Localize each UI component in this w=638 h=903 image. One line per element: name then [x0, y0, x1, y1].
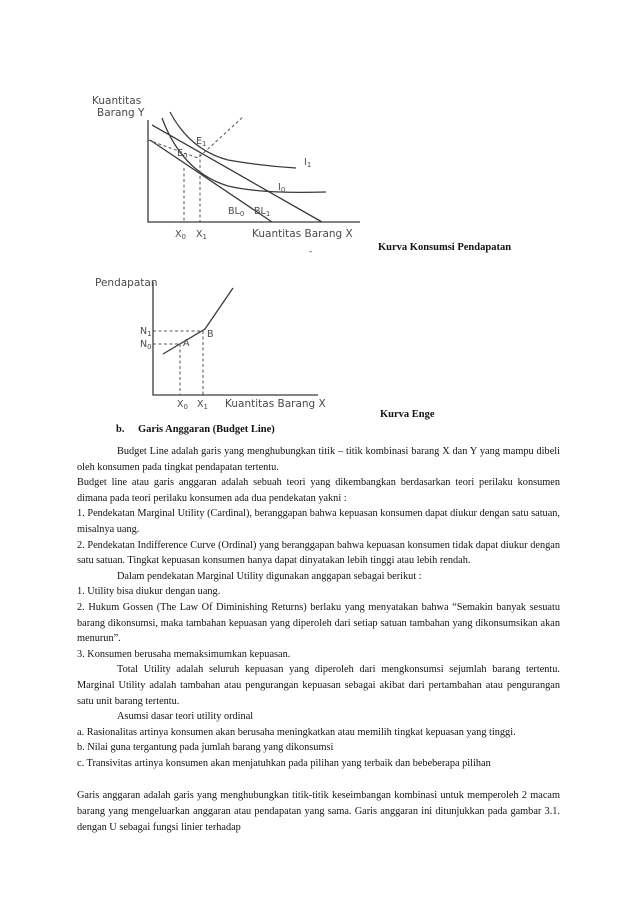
tick-n0-sub: 0 — [147, 343, 152, 351]
x-axis-label: Kuantitas Barang X — [252, 228, 353, 240]
svg-text:E0 — [177, 148, 187, 160]
figure1-caption: Kurva Konsumsi Pendapatan — [378, 242, 512, 253]
label-e1-sub: 1 — [202, 140, 207, 148]
tick-x1-sub: 1 — [202, 233, 207, 241]
tick-x0: X — [175, 229, 182, 240]
svg-text:BL0 — [228, 206, 244, 218]
tick-x1: X — [196, 229, 203, 240]
section-title: Garis Anggaran (Budget Line) — [138, 424, 275, 435]
label-i1-sub: 1 — [306, 161, 312, 169]
income-consumption-figure — [0, 0, 638, 260]
section-letter: b. — [116, 424, 125, 435]
label-bl1: BL — [254, 206, 266, 217]
y-axis-label-line2: Barang Y — [97, 107, 145, 119]
label-i0: I — [278, 182, 281, 193]
svg-text:I0 — [278, 182, 285, 194]
tick-n0: N — [140, 339, 148, 350]
label-b: B — [207, 329, 214, 340]
tick-n1-sub: 1 — [147, 330, 152, 338]
y-axis-label-line1: Kuantitas — [92, 95, 142, 107]
label-e0: E — [177, 148, 184, 159]
svg-text:I1 — [304, 157, 311, 169]
dash-mark: - — [309, 247, 313, 257]
label-e0-sub: 0 — [183, 152, 188, 160]
label-e1: E — [196, 136, 203, 147]
paragraph: Budget Line adalah garis yang menghubungkan titik – titik kombinasi barang X dan Y yang mampu dibeli oleh konsumen pada tingkat pendapatan tertentu. — [77, 446, 560, 473]
label-bl1-sub: 1 — [265, 210, 271, 218]
list-item: 3. Konsumen berusaha memaksimumkan kepuasan. — [77, 648, 291, 660]
tick-n1: N — [140, 326, 148, 337]
y-axis-2 — [153, 282, 318, 395]
paragraph: Dalam pendekatan Marginal Utility digunakan anggapan sebagai berikut : — [117, 570, 422, 582]
list-item: c. Transivitas artinya konsumen akan menjatuhkan pada pilihan yang terbaik dan bebeberapa pilihan — [77, 757, 491, 769]
svg-text:BL1 — [254, 206, 270, 218]
svg-text:N0 — [140, 339, 152, 351]
label-a: A — [183, 338, 190, 349]
label-bl0: BL — [228, 206, 240, 217]
tick-x1-2: X — [197, 399, 204, 410]
list-item: 1. Utility bisa diukur dengan uang. — [77, 586, 221, 598]
svg-text:X1 — [197, 399, 208, 411]
svg-text:N1 — [140, 326, 152, 338]
body-text — [77, 444, 560, 835]
x-axis-label-2: Kuantitas Barang X — [225, 398, 326, 410]
tick-x1-2-sub: 1 — [203, 403, 208, 411]
label-i1: I — [304, 157, 307, 168]
spacer — [77, 771, 560, 788]
svg-text:X0 — [175, 229, 186, 241]
y-axis-label-2: Pendapatan — [95, 277, 158, 289]
tick-x0-2: X — [177, 399, 184, 410]
tick-x0-sub: 0 — [181, 233, 186, 241]
engel-curve — [163, 288, 233, 354]
tick-x0-2-sub: 0 — [183, 403, 188, 411]
label-i0-sub: 0 — [280, 186, 286, 194]
list-item: 2. Hukum Gossen (The Law Of Diminishing Returns) berlaku yang menyatakan bahwa “Semakin banyak sesuatu barang dikonsumsi, maka tambahan kepuasan yang diperoleh dari setiap satuan tambahan yang dikonsumsikan akan menurun”. — [77, 601, 560, 645]
svg-text:E1 — [196, 136, 206, 148]
paragraph: Budget line atau garis anggaran adalah sebuah teori yang dikembangkan berdasarkan teori perilaku konsumen dimana pada teori perilaku konsumen ada dua pendekatan yakni : — [77, 477, 560, 504]
svg-text:X0 — [177, 399, 188, 411]
list-item: 2. Pendekatan Indifference Curve (Ordinal) yang beranggapan bahwa kepuasan konsumen tidak dapat diukur dengan satu satuan. Tingkat kepuasan konsumen hanya dapat dinyatakan lebih tinggi atau lebih rendah. — [77, 539, 560, 567]
section-heading — [116, 424, 275, 435]
figure2-caption: Kurva Enge — [380, 409, 435, 420]
indifference-curve-i1 — [170, 112, 296, 168]
list-item: b. Nilai guna tergantung pada jumlah barang yang dikonsumsi — [77, 742, 334, 754]
svg-text:X1 — [196, 229, 207, 241]
paragraph: Total Utility adalah seluruh kepuasan yang diperoleh dari mengkonsumsi sejumlah barang tertentu. Marginal Utility adalah tambahan atau pengurangan kepuasan sebagai akibat dari pertambahan atau pengurangan satu unit barang tertentu. — [77, 664, 560, 707]
list-item: 1. Pendekatan Marginal Utility (Cardinal), beranggapan bahwa kepuasan konsumen dapat diukur dengan satu satuan, misalnya uang. — [77, 508, 560, 535]
paragraph: Asumsi dasar teori utility ordinal — [117, 711, 254, 723]
list-item: a. Rasionalitas artinya konsumen akan berusaha meningkatkan atau memilih tingkat kepuasan yang tinggi. — [77, 726, 516, 738]
label-bl0-sub: 0 — [239, 210, 245, 218]
paragraph: Garis anggaran adalah garis yang menghubungkan titik-titik keseimbangan kombinasi untuk memperoleh 2 macam barang yang mengeluarkan anggaran atau pendapatan yang sama. Garis anggaran ini ditunjukkan pada gambar 3.1. dengan U sebagai fungsi linier terhadap — [77, 790, 560, 833]
engel-curve-figure — [0, 260, 638, 420]
